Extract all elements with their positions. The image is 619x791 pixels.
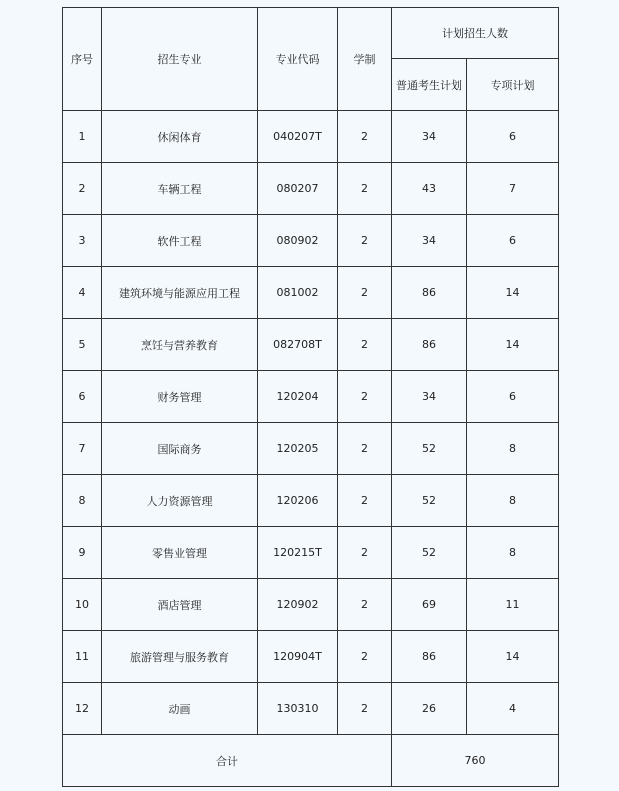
cell-seq: 2	[63, 163, 102, 215]
cell-special-plan: 4	[467, 683, 559, 735]
cell-years: 2	[338, 267, 392, 319]
total-row	[63, 735, 559, 787]
cell-special-plan: 14	[467, 631, 559, 683]
cell-seq: 8	[63, 475, 102, 527]
cell-major: 零售业管理	[102, 527, 258, 579]
cell-code: 082708T	[258, 319, 338, 371]
cell-code: 130310	[258, 683, 338, 735]
total-label: 合计	[63, 735, 392, 787]
cell-special-plan: 8	[467, 475, 559, 527]
cell-general-plan: 69	[392, 579, 467, 631]
cell-years: 2	[338, 319, 392, 371]
cell-seq: 9	[63, 527, 102, 579]
cell-special-plan: 14	[467, 267, 559, 319]
cell-years: 2	[338, 683, 392, 735]
cell-years: 2	[338, 527, 392, 579]
cell-special-plan: 14	[467, 319, 559, 371]
table-row	[63, 579, 559, 631]
header-code: 专业代码	[258, 8, 338, 111]
cell-general-plan: 34	[392, 371, 467, 423]
cell-years: 2	[338, 423, 392, 475]
cell-major: 人力资源管理	[102, 475, 258, 527]
cell-major: 动画	[102, 683, 258, 735]
cell-major: 酒店管理	[102, 579, 258, 631]
cell-code: 120904T	[258, 631, 338, 683]
cell-seq: 7	[63, 423, 102, 475]
table-row	[63, 163, 559, 215]
cell-general-plan: 52	[392, 475, 467, 527]
cell-seq: 3	[63, 215, 102, 267]
cell-code: 120215T	[258, 527, 338, 579]
header-row-top	[63, 8, 559, 59]
table-row	[63, 215, 559, 267]
cell-years: 2	[338, 215, 392, 267]
cell-special-plan: 8	[467, 423, 559, 475]
cell-general-plan: 34	[392, 215, 467, 267]
cell-years: 2	[338, 579, 392, 631]
cell-seq: 4	[63, 267, 102, 319]
cell-major: 软件工程	[102, 215, 258, 267]
cell-special-plan: 8	[467, 527, 559, 579]
cell-seq: 1	[63, 111, 102, 163]
cell-code: 040207T	[258, 111, 338, 163]
cell-code: 080207	[258, 163, 338, 215]
cell-major: 烹饪与营养教育	[102, 319, 258, 371]
cell-years: 2	[338, 475, 392, 527]
cell-special-plan: 6	[467, 215, 559, 267]
cell-code: 081002	[258, 267, 338, 319]
cell-special-plan: 6	[467, 371, 559, 423]
total-value: 760	[392, 735, 559, 787]
cell-general-plan: 86	[392, 319, 467, 371]
table-row	[63, 111, 559, 163]
cell-seq: 5	[63, 319, 102, 371]
cell-seq: 12	[63, 683, 102, 735]
table-row	[63, 319, 559, 371]
cell-general-plan: 86	[392, 267, 467, 319]
table-row	[63, 683, 559, 735]
cell-major: 车辆工程	[102, 163, 258, 215]
cell-code: 120205	[258, 423, 338, 475]
cell-major: 国际商务	[102, 423, 258, 475]
cell-code: 120206	[258, 475, 338, 527]
cell-special-plan: 11	[467, 579, 559, 631]
header-major: 招生专业	[102, 8, 258, 111]
cell-major: 财务管理	[102, 371, 258, 423]
cell-general-plan: 26	[392, 683, 467, 735]
cell-seq: 10	[63, 579, 102, 631]
enrollment-plan-table	[62, 7, 559, 787]
header-plan-group: 计划招生人数	[392, 8, 559, 59]
cell-years: 2	[338, 111, 392, 163]
table-row	[63, 475, 559, 527]
header-seq: 序号	[63, 8, 102, 111]
cell-general-plan: 43	[392, 163, 467, 215]
cell-code: 080902	[258, 215, 338, 267]
cell-seq: 6	[63, 371, 102, 423]
header-years: 学制	[338, 8, 392, 111]
cell-special-plan: 6	[467, 111, 559, 163]
table-row	[63, 371, 559, 423]
cell-general-plan: 34	[392, 111, 467, 163]
cell-general-plan: 52	[392, 423, 467, 475]
cell-seq: 11	[63, 631, 102, 683]
cell-major: 休闲体育	[102, 111, 258, 163]
cell-code: 120204	[258, 371, 338, 423]
table-row	[63, 267, 559, 319]
cell-code: 120902	[258, 579, 338, 631]
table-body	[63, 111, 559, 735]
cell-years: 2	[338, 163, 392, 215]
header-general-plan: 普通考生计划	[392, 59, 467, 111]
table-row	[63, 631, 559, 683]
cell-special-plan: 7	[467, 163, 559, 215]
cell-general-plan: 86	[392, 631, 467, 683]
cell-general-plan: 52	[392, 527, 467, 579]
cell-years: 2	[338, 631, 392, 683]
header-special-plan: 专项计划	[467, 59, 559, 111]
cell-years: 2	[338, 371, 392, 423]
table-row	[63, 527, 559, 579]
cell-major: 建筑环境与能源应用工程	[102, 267, 258, 319]
cell-major: 旅游管理与服务教育	[102, 631, 258, 683]
table-row	[63, 423, 559, 475]
